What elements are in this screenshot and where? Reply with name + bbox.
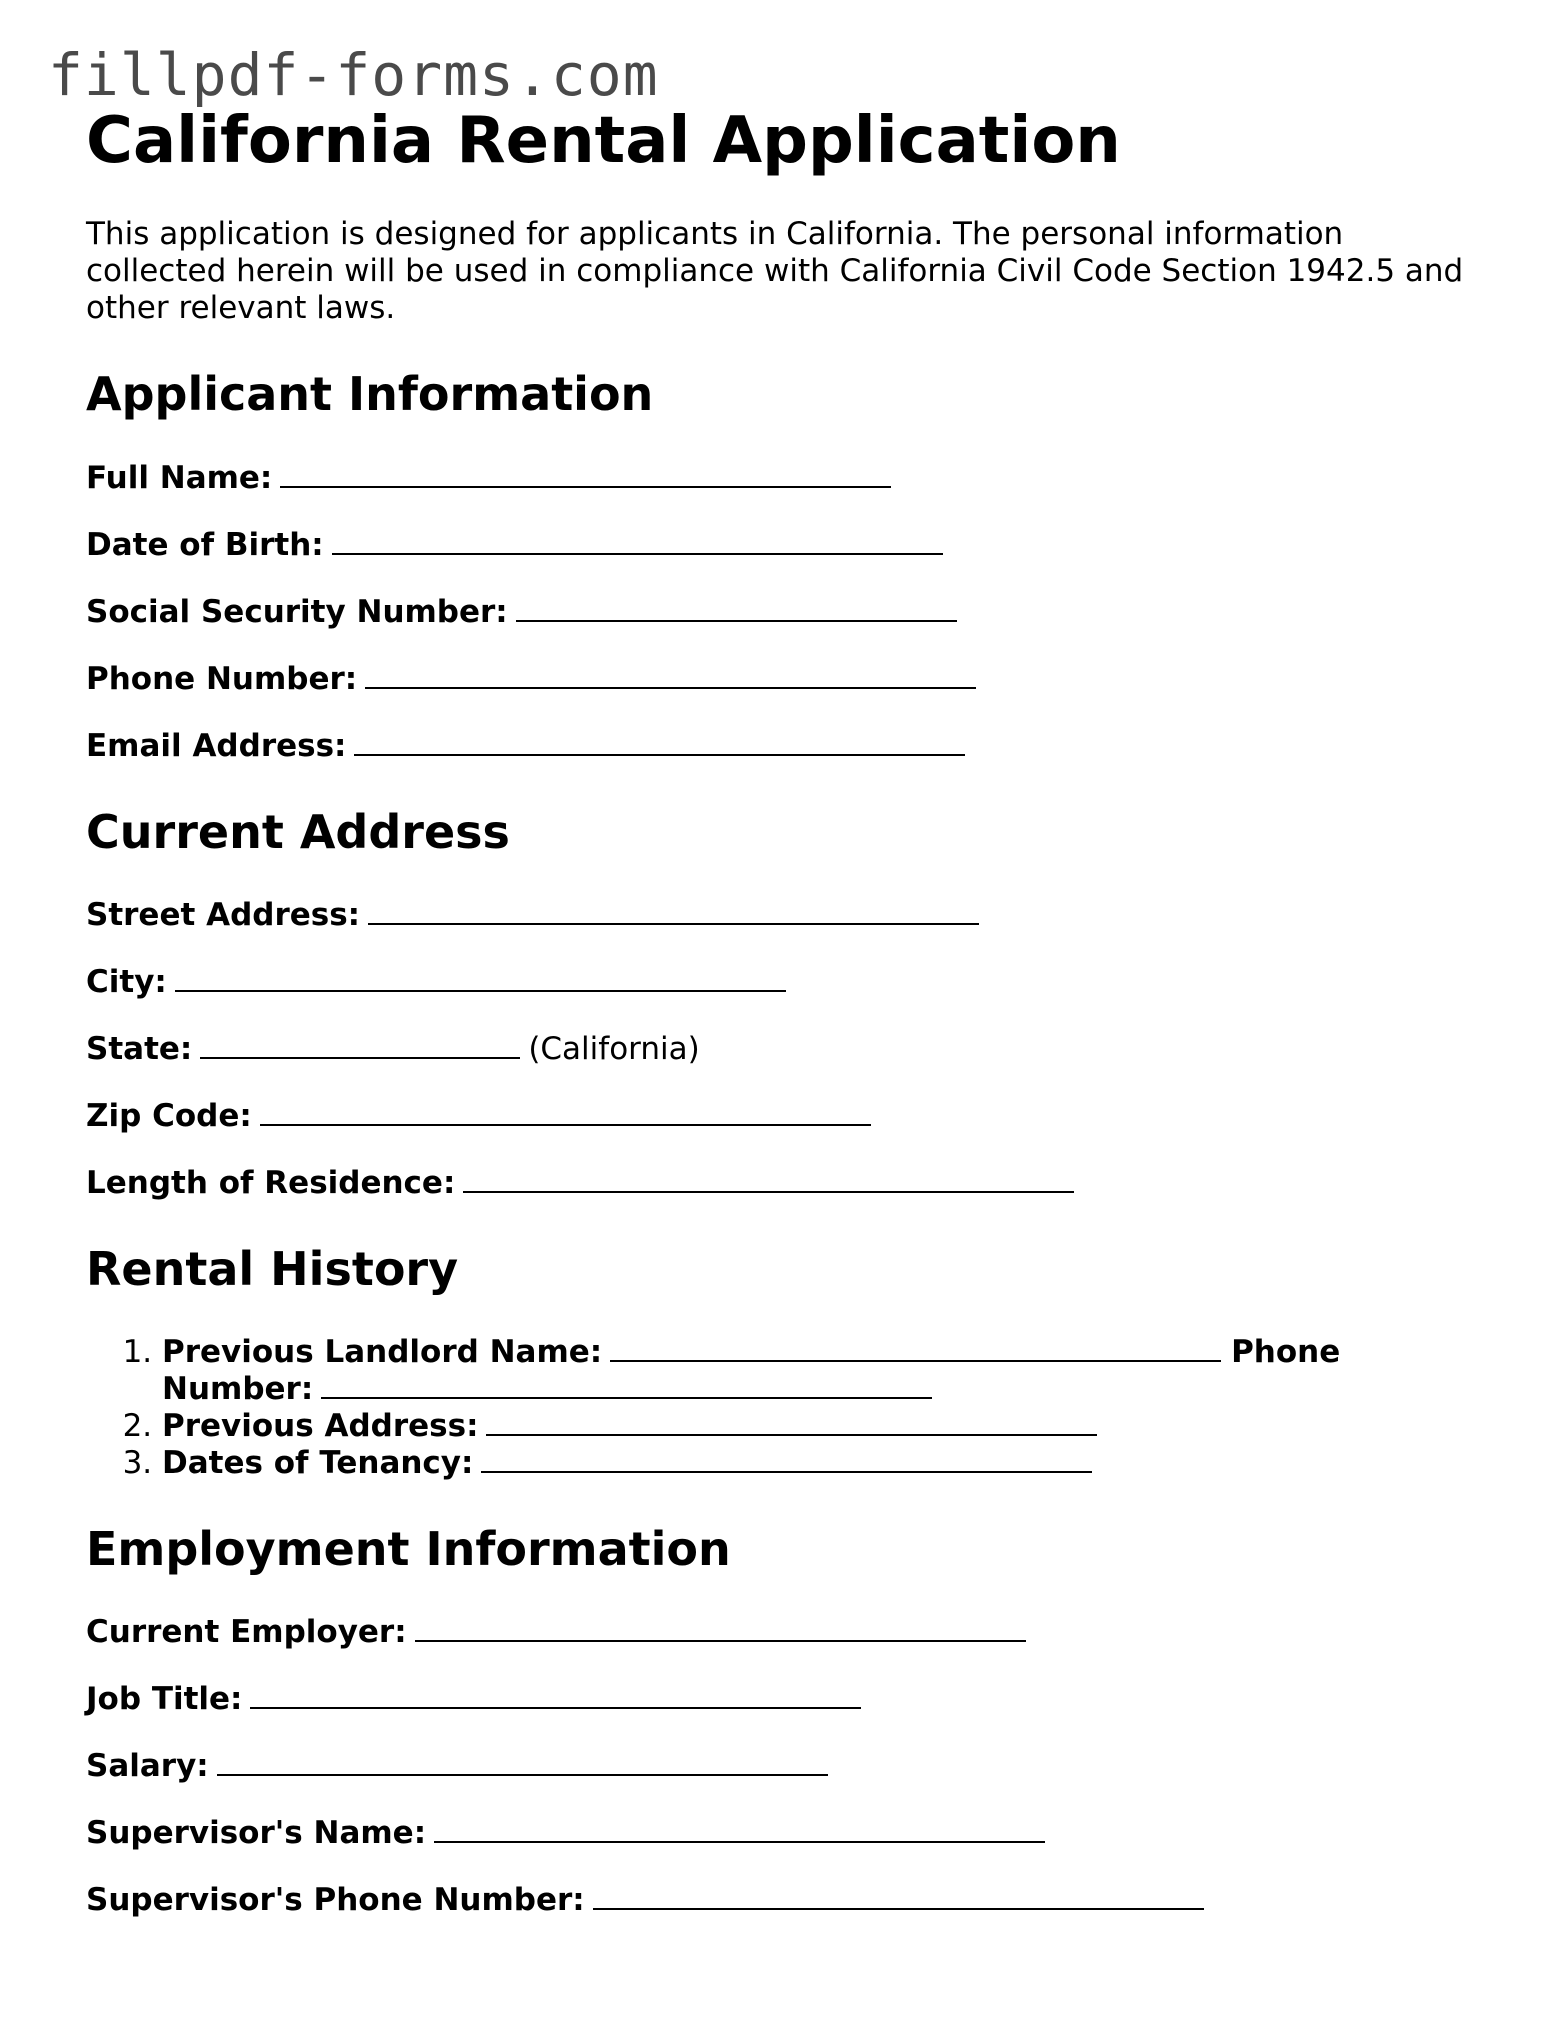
field-date-of-birth — [86, 527, 1486, 564]
email-blank[interactable] — [354, 728, 965, 756]
field-current-employer — [86, 1614, 1486, 1651]
field-city — [86, 964, 1486, 1001]
length-of-residence-blank[interactable] — [463, 1165, 1074, 1193]
field-label: Phone Number: — [86, 660, 358, 697]
field-label: Social Security Number: — [86, 593, 508, 630]
field-label: Email Address: — [86, 727, 347, 764]
field-state — [86, 1031, 1486, 1068]
field-supervisor-phone — [86, 1882, 1486, 1919]
list-item — [162, 1334, 1402, 1408]
rental-history-list — [86, 1334, 1486, 1482]
field-street-address — [86, 897, 1486, 934]
phone-blank[interactable] — [365, 661, 976, 689]
full-name-blank[interactable] — [280, 460, 891, 488]
date-of-birth-blank[interactable] — [332, 527, 943, 555]
field-label: Current Employer: — [86, 1614, 407, 1651]
city-blank[interactable] — [175, 964, 786, 992]
job-title-blank[interactable] — [250, 1681, 861, 1709]
field-phone — [86, 661, 1486, 698]
section-heading-rental-history: Rental History — [86, 1241, 459, 1296]
landlord-phone-blank[interactable] — [321, 1371, 932, 1399]
watermark: fillpdf-forms.com — [48, 41, 659, 109]
ssn-blank[interactable] — [516, 594, 957, 622]
zip-blank[interactable] — [260, 1098, 871, 1126]
supervisor-phone-blank[interactable] — [593, 1882, 1204, 1910]
section-heading-applicant: Applicant Information — [86, 367, 654, 422]
state-blank[interactable] — [200, 1031, 520, 1059]
field-label: Zip Code: — [86, 1097, 252, 1134]
field-label: Supervisor's Phone Number: — [86, 1882, 585, 1919]
field-label: Job Title: — [86, 1681, 243, 1718]
field-length-of-residence — [86, 1165, 1486, 1202]
street-address-blank[interactable] — [368, 897, 979, 925]
list-item — [162, 1445, 1486, 1482]
field-label: Street Address: — [86, 896, 361, 933]
field-ssn — [86, 594, 1486, 631]
supervisor-name-blank[interactable] — [434, 1815, 1045, 1843]
section-heading-address: Current Address — [86, 804, 510, 859]
field-label: Dates of Tenancy: — [162, 1444, 474, 1481]
field-label: Full Name: — [86, 459, 273, 496]
intro-paragraph: This application is designed for applicants in California. The personal information collected herein will be used in compliance with California Civil Code Section 1942.5 and other relevant laws. — [86, 216, 1464, 327]
field-supervisor-name — [86, 1815, 1486, 1852]
previous-address-blank[interactable] — [486, 1408, 1097, 1436]
field-label: State: — [86, 1030, 193, 1067]
list-item — [162, 1408, 1486, 1445]
salary-blank[interactable] — [217, 1748, 828, 1776]
field-label: Supervisor's Name: — [86, 1815, 427, 1852]
section-heading-employment: Employment Information — [86, 1521, 731, 1576]
dates-of-tenancy-blank[interactable] — [481, 1445, 1092, 1473]
landlord-name-blank[interactable] — [610, 1334, 1221, 1362]
field-label: Date of Birth: — [86, 526, 324, 563]
field-label: City: — [86, 963, 167, 1000]
state-note: (California) — [528, 1030, 700, 1067]
page-title: California Rental Application — [86, 104, 1121, 178]
field-full-name — [86, 460, 1486, 497]
field-job-title — [86, 1681, 1486, 1718]
field-label: Phone Number: — [162, 1333, 1341, 1407]
field-label: Previous Landlord Name: — [162, 1333, 603, 1370]
current-employer-blank[interactable] — [415, 1614, 1026, 1642]
field-label: Length of Residence: — [86, 1164, 456, 1201]
form-page — [86, 106, 1486, 1919]
field-salary — [86, 1748, 1486, 1785]
field-label: Previous Address: — [162, 1407, 479, 1444]
field-zip — [86, 1098, 1486, 1135]
field-email — [86, 728, 1486, 765]
field-label: Salary: — [86, 1748, 209, 1785]
